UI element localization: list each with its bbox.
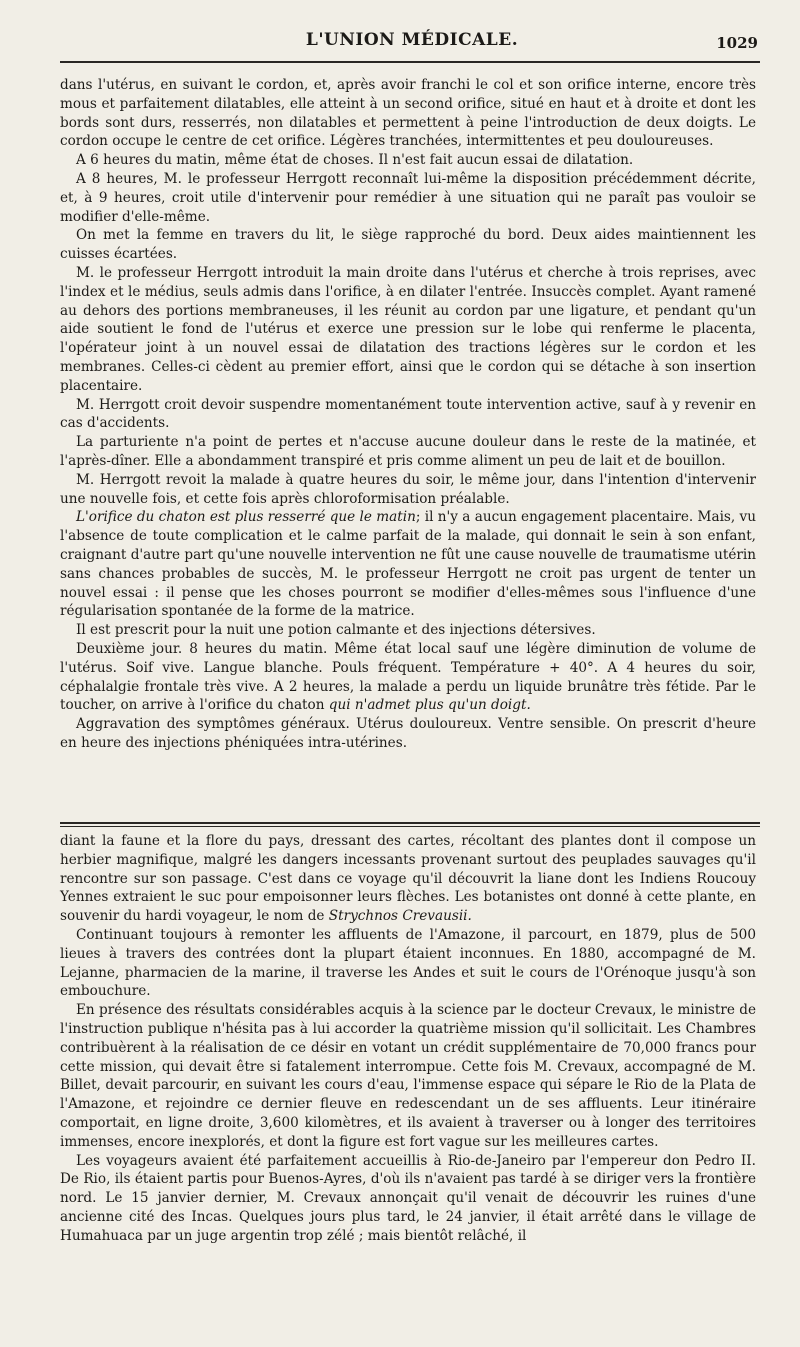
- paragraph: M. Herrgott revoit la malade à quatre heures du soir, le même jour, dans l'intention d'intervenir une nouvelle fois, et cette fois après chloroformisation préalable.: [60, 471, 756, 507]
- paragraph: [60, 640, 756, 715]
- paragraph: Continuant toujours à remonter les affluents de l'Amazone, il parcourt, en 1879, plus de 500 lieues à travers des contrées dont la plupart étaient inconnues. En 1880, accompagné de M. Lejanne, pharmacien de la marine, il traverse les Andes et suit le cours de l'Orénoque jusqu'à son embouchure.: [60, 926, 756, 1000]
- page-number: 1029: [716, 34, 758, 52]
- header-rule: [60, 61, 760, 63]
- paragraph: A 6 heures du matin, même état de choses. Il n'est fait aucun essai de dilatation.: [76, 152, 634, 169]
- italic-phrase: Strychnos Crevausii.: [328, 908, 472, 925]
- paragraph: [60, 508, 756, 621]
- paragraph: La parturiente n'a point de pertes et n'accuse aucune douleur dans le reste de la matinée, et l'après-dîner. Elle a abondamment transpiré et pris comme aliment un peu de lait et de bouillon.: [60, 434, 756, 469]
- feuilleton-article: [60, 832, 756, 1246]
- paragraph: Les voyageurs avaient été parfaitement accueillis à Rio-de-Janeiro par l'empereur don Pedro II. De Rio, ils étaient partis pour Buenos-Ayres, d'où ils n'avaient pas tardé à se diriger vers la frontière nord. Le 15 janvier dernier, M. Crevaux annonçait qu'il venait de découvrir les ruines d'une ancienne cité des Incas. Quelques jours plus tard, le 24 janvier, il était arrêté dans le village de Humahuaca par un juge argentin trop zélé ; mais bientôt relâché, il: [60, 1152, 756, 1244]
- paragraph: On met la femme en travers du lit, le siège rapproché du bord. Deux aides maintiennent les cuisses écartées.: [60, 227, 756, 263]
- running-header: [60, 28, 764, 58]
- italic-phrase: L'orifice du chaton est plus resserré que le matin: [76, 509, 416, 526]
- paragraph: M. Herrgott croit devoir suspendre momentanément toute intervention active, sauf à y revenir en cas d'accidents.: [60, 396, 756, 432]
- paragraph: M. le professeur Herrgott introduit la main droite dans l'utérus et cherche à trois reprises, avec l'index et le médius, seuls admis dans l'orifice, à en dilater l'entrée. Insuccès complet. Ayant ramené au dehors des portions membraneuses, il les réunit au cordon par une ligature, et pendant qu'un aide soutient le fond de l'utérus et exerce une pression sur le lobe qui renferme le placenta, l'opérateur joint à un nouvel essai de dilatation des tractions légères sur le cordon et les membranes. Celles-ci cèdent au premier effort, ainsi que le cordon qui se détache à son insertion placentaire.: [60, 264, 756, 394]
- paragraph-text: Deuxième jour. 8 heures du matin. Même état local sauf une légère diminution de volume de l'utérus. Soif vive. Langue blanche. Pouls fréquent. Température + 40°. A 4 heures du soir, céphalalgie frontale très vive. A 2 heures, la malade a perdu un liquide brunâtre très fétide. Par le toucher, on arrive à l'orifice du chaton: [60, 640, 756, 714]
- paragraph: Aggravation des symptômes généraux. Utérus douloureux. Ventre sensible. On prescrit d'heure en heure des injections phéniquées intra-utérines.: [60, 716, 756, 751]
- paragraph-text: ; il n'y a aucun engagement placentaire. Mais, vu l'absence de toute complication et le calme parfait de la malade, qui donnait le sein à son enfant, craignant d'autre part qu'une nouvelle intervention ne fût une cause nouvelle de traumatisme utérin sans chances probables de succès, M. le professeur Herrgott ne croit pas urgent de tenter un nouvel essai : il pense que les choses pourront se modifier d'elles-mêmes sous l'influence d'une régularisation spontanée de la forme de la matrice.: [60, 509, 756, 620]
- paragraph: A 8 heures, M. le professeur Herrgott reconnaît lui-même la disposition précédemment décrite, et, à 9 heures, croit utile d'intervenir pour remédier à une situation qui ne paraît pas vouloir se modifier d'elle-même.: [60, 170, 756, 225]
- paragraph: [60, 832, 756, 926]
- main-article: [60, 76, 756, 753]
- section-rule: [60, 822, 760, 824]
- paragraph: dans l'utérus, en suivant le cordon, et, après avoir franchi le col et son orifice interne, encore très mous et parfaitement dilatables, elle atteint à un second orifice, situé en haut et à droite et dont les bords sont durs, resserrés, non dilatables et permettent à peine l'introduction de deux doigts. Le cordon occupe le centre de cet orifice. Légères tranchées, intermittentes et peu douloureuses.: [60, 77, 756, 150]
- paragraph-text: diant la faune et la flore du pays, dressant des cartes, récoltant des plantes dont il compose un herbier magnifique, malgré les dangers incessants provenant surtout des peuplades sauvages qu'il rencontre sur son passage. C'est dans ce voyage qu'il découvrit la liane dont les Indiens Roucouy Yennes extraient le suc pour empoisonner leurs flèches. Les botanistes ont donné à cette plante, en souvenir du hardi voyageur, le nom de: [60, 833, 756, 925]
- paragraph: En présence des résultats considérables acquis à la science par le docteur Crevaux, le ministre de l'instruction publique n'hésita pas à lui accorder la quatrième mission qu'il sollicitait. Les Chambres contribuèrent à la réalisation de ce désir en votant un crédit supplémentaire de 70,000 francs pour cette mission, qui devait être si fatalement interrompue. Cette fois M. Crevaux, accompagné de M. Billet, devait parcourir, en suivant les cours d'eau, l'immense espace qui sépare le Rio de la Plata de l'Amazone, et rejoindre ce dernier fleuve en redescendant un de ses affluents. Leur itinéraire comportait, en ligne droite, 3,600 kilomètres, et ils avaient à traverser ou à longer des territoires immenses, encore inexplorés, et dont la figure est fort vague sur les meilleures cartes.: [60, 1002, 756, 1150]
- italic-phrase: qui n'admet plus qu'un doigt.: [328, 697, 531, 714]
- journal-title: L'UNION MÉDICALE.: [305, 30, 519, 50]
- section-rule-thin: [60, 826, 760, 827]
- paragraph: Il est prescrit pour la nuit une potion calmante et des injections détersives.: [76, 622, 596, 639]
